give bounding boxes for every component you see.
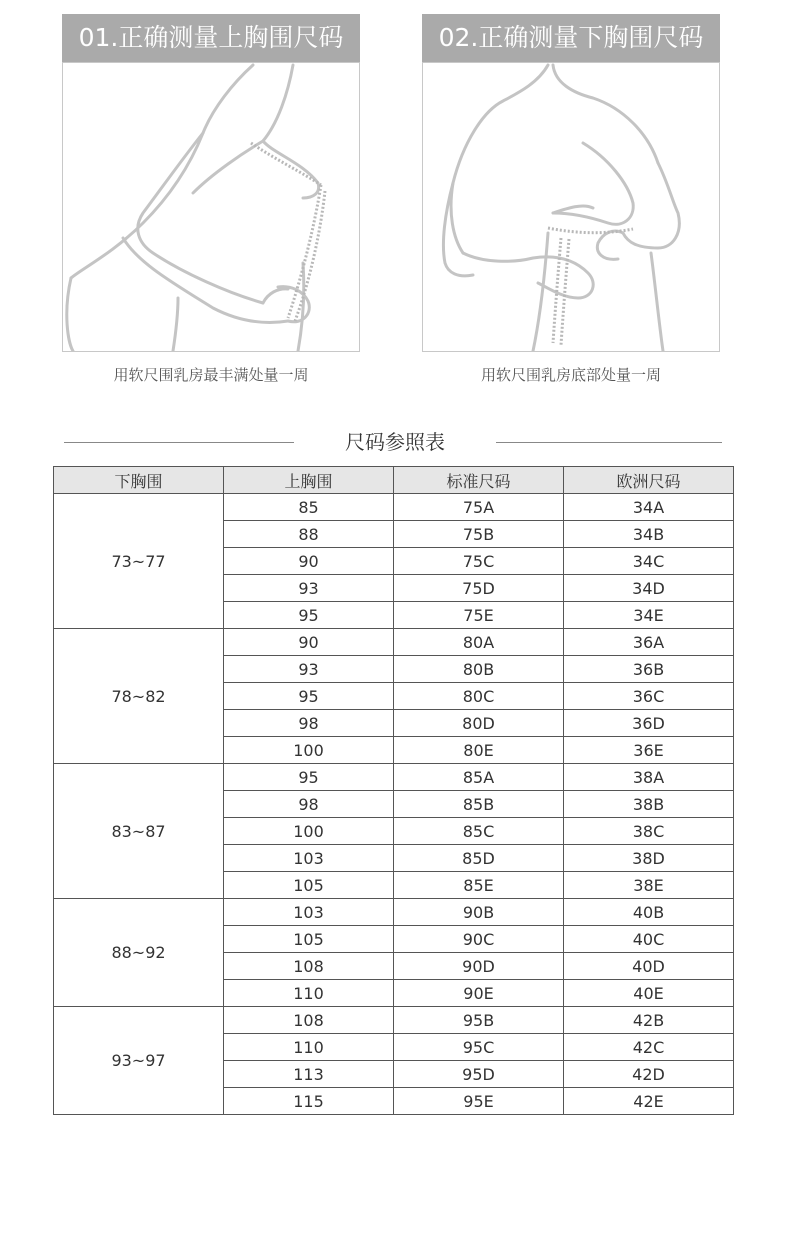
upper-bust-cell: 98 (224, 710, 394, 737)
eu-size-cell: 38B (564, 791, 734, 818)
header-under-bust: 下胸围 (54, 467, 224, 494)
table-row (54, 764, 734, 791)
standard-size-cell: 75D (394, 575, 564, 602)
table-row (54, 629, 734, 656)
upper-bust-cell: 95 (224, 764, 394, 791)
upper-bust-cell: 108 (224, 953, 394, 980)
measure-under-banner: 02.正确测量下胸围尺码 (422, 14, 720, 62)
upper-bust-cell: 90 (224, 548, 394, 575)
eu-size-cell: 40D (564, 953, 734, 980)
eu-size-cell: 36D (564, 710, 734, 737)
standard-size-cell: 80D (394, 710, 564, 737)
upper-bust-cell: 105 (224, 926, 394, 953)
upper-bust-cell: 103 (224, 845, 394, 872)
standard-size-cell: 90C (394, 926, 564, 953)
header-standard-size: 标准尺码 (394, 467, 564, 494)
table-row (54, 1007, 734, 1034)
standard-size-cell: 85D (394, 845, 564, 872)
standard-size-cell: 95D (394, 1061, 564, 1088)
under-bust-cell: 88~92 (54, 899, 224, 1007)
standard-size-cell: 90D (394, 953, 564, 980)
standard-size-cell: 85B (394, 791, 564, 818)
standard-size-cell: 90B (394, 899, 564, 926)
standard-size-cell: 90E (394, 980, 564, 1007)
upper-bust-cell: 100 (224, 818, 394, 845)
measure-under-caption: 用软尺围乳房底部处量一周 (480, 366, 661, 384)
header-upper-bust: 上胸围 (224, 467, 394, 494)
upper-bust-cell: 98 (224, 791, 394, 818)
eu-size-cell: 42D (564, 1061, 734, 1088)
standard-size-cell: 80E (394, 737, 564, 764)
eu-size-cell: 36B (564, 656, 734, 683)
standard-size-cell: 75A (394, 494, 564, 521)
upper-bust-cell: 90 (224, 629, 394, 656)
eu-size-cell: 38C (564, 818, 734, 845)
table-title-row (0, 424, 790, 458)
upper-bust-cell: 115 (224, 1088, 394, 1115)
eu-size-cell: 38E (564, 872, 734, 899)
table-row (54, 899, 734, 926)
eu-size-cell: 42E (564, 1088, 734, 1115)
upper-bust-cell: 113 (224, 1061, 394, 1088)
standard-size-cell: 85A (394, 764, 564, 791)
eu-size-cell: 34B (564, 521, 734, 548)
upper-bust-cell: 100 (224, 737, 394, 764)
standard-size-cell: 85C (394, 818, 564, 845)
standard-size-cell: 80C (394, 683, 564, 710)
eu-size-cell: 40E (564, 980, 734, 1007)
upper-bust-cell: 103 (224, 899, 394, 926)
eu-size-cell: 36C (564, 683, 734, 710)
eu-size-cell: 40B (564, 899, 734, 926)
upper-bust-cell: 108 (224, 1007, 394, 1034)
upper-bust-cell: 93 (224, 575, 394, 602)
standard-size-cell: 75E (394, 602, 564, 629)
standard-size-cell: 95E (394, 1088, 564, 1115)
table-title: 尺码参照表 (345, 430, 445, 454)
table-header-row (54, 467, 734, 494)
measure-upper-caption: 用软尺围乳房最丰满处量一周 (113, 366, 309, 384)
eu-size-cell: 42C (564, 1034, 734, 1061)
standard-size-cell: 80A (394, 629, 564, 656)
standard-size-cell: 95C (394, 1034, 564, 1061)
measure-under-panel (422, 14, 720, 352)
upper-bust-cell: 95 (224, 683, 394, 710)
eu-size-cell: 36A (564, 629, 734, 656)
standard-size-cell: 75C (394, 548, 564, 575)
eu-size-cell: 34C (564, 548, 734, 575)
eu-size-cell: 42B (564, 1007, 734, 1034)
eu-size-cell: 38A (564, 764, 734, 791)
eu-size-cell: 38D (564, 845, 734, 872)
size-chart-table (53, 466, 734, 1115)
upper-bust-cell: 93 (224, 656, 394, 683)
standard-size-cell: 95B (394, 1007, 564, 1034)
standard-size-cell: 80B (394, 656, 564, 683)
upper-bust-cell: 85 (224, 494, 394, 521)
header-eu-size: 欧洲尺码 (564, 467, 734, 494)
measure-upper-panel (62, 14, 360, 352)
eu-size-cell: 36E (564, 737, 734, 764)
eu-size-cell: 40C (564, 926, 734, 953)
under-bust-cell: 93~97 (54, 1007, 224, 1115)
upper-bust-illustration (62, 62, 360, 352)
upper-bust-cell: 110 (224, 980, 394, 1007)
under-bust-cell: 78~82 (54, 629, 224, 764)
standard-size-cell: 75B (394, 521, 564, 548)
under-bust-illustration (422, 62, 720, 352)
under-bust-cell: 83~87 (54, 764, 224, 899)
upper-bust-cell: 105 (224, 872, 394, 899)
eu-size-cell: 34E (564, 602, 734, 629)
size-chart-body (54, 494, 734, 1115)
upper-bust-cell: 95 (224, 602, 394, 629)
under-bust-cell: 73~77 (54, 494, 224, 629)
upper-bust-cell: 110 (224, 1034, 394, 1061)
measure-upper-banner: 01.正确测量上胸围尺码 (62, 14, 360, 62)
upper-bust-cell: 88 (224, 521, 394, 548)
title-divider-right (496, 442, 722, 443)
eu-size-cell: 34A (564, 494, 734, 521)
table-row (54, 494, 734, 521)
eu-size-cell: 34D (564, 575, 734, 602)
standard-size-cell: 85E (394, 872, 564, 899)
